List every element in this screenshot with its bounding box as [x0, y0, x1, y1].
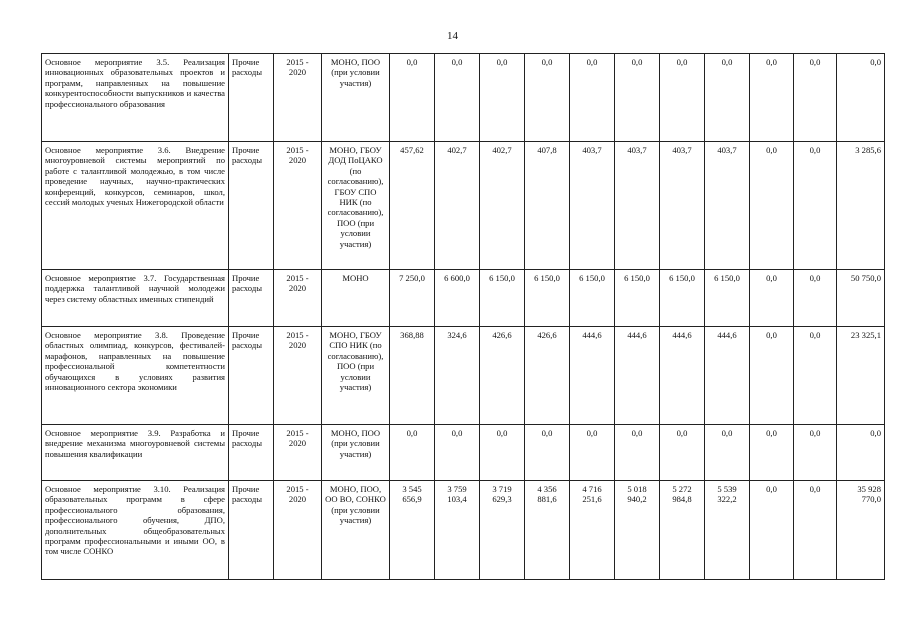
value-cell: 403,7	[705, 142, 750, 270]
value-cell: 403,7	[615, 142, 660, 270]
total-cell: 50 750,0	[837, 270, 885, 327]
value-cell: 0,0	[390, 425, 435, 481]
value-cell: 407,8	[525, 142, 570, 270]
executor-cell: МОНО, ПОО (при условии участия)	[322, 54, 390, 142]
executor-cell: МОНО, ПОО, ОО ВО, СОНКО (при условии участия)	[322, 481, 390, 580]
period-cell: 2015 - 2020	[274, 327, 322, 425]
value-cell: 0,0	[750, 327, 794, 425]
value-cell: 0,0	[794, 425, 837, 481]
executor-cell: МОНО	[322, 270, 390, 327]
value-cell: 444,6	[615, 327, 660, 425]
value-cell: 0,0	[480, 54, 525, 142]
value-cell: 5 539 322,2	[705, 481, 750, 580]
value-cell: 6 150,0	[480, 270, 525, 327]
value-cell: 426,6	[480, 327, 525, 425]
table-row	[42, 425, 885, 481]
value-cell: 0,0	[525, 425, 570, 481]
value-cell: 6 600,0	[435, 270, 480, 327]
value-cell: 0,0	[750, 481, 794, 580]
table-row	[42, 142, 885, 270]
expense-type-cell: Прочие расходы	[229, 270, 274, 327]
value-cell: 0,0	[794, 327, 837, 425]
expense-type-cell: Прочие расходы	[229, 142, 274, 270]
value-cell: 0,0	[794, 270, 837, 327]
table-row	[42, 54, 885, 142]
value-cell: 3 759 103,4	[435, 481, 480, 580]
period-cell: 2015 - 2020	[274, 54, 322, 142]
value-cell: 457,62	[390, 142, 435, 270]
value-cell: 4 716 251,6	[570, 481, 615, 580]
value-cell: 0,0	[615, 425, 660, 481]
total-cell: 3 285,6	[837, 142, 885, 270]
value-cell: 6 150,0	[525, 270, 570, 327]
period-cell: 2015 - 2020	[274, 481, 322, 580]
measure-name-cell: Основное мероприятие 3.10. Реализация образовательных программ в сфере профессионального образования, профессионального обучения, ДПО, дополнительных общеобразовательных программ профессиональными и иными ОО, в том числе СОНКО	[42, 481, 229, 580]
value-cell: 6 150,0	[615, 270, 660, 327]
value-cell: 368,88	[390, 327, 435, 425]
value-cell: 0,0	[705, 54, 750, 142]
value-cell: 0,0	[794, 54, 837, 142]
expense-type-cell: Прочие расходы	[229, 481, 274, 580]
value-cell: 6 150,0	[660, 270, 705, 327]
total-cell: 35 928 770,0	[837, 481, 885, 580]
executor-cell: МОНО, ГБОУ ДОД ПоЦАКО (по согласованию), ГБОУ СПО НИК (по согласованию), ПОО (при условии участия)	[322, 142, 390, 270]
value-cell: 0,0	[525, 54, 570, 142]
value-cell: 0,0	[435, 425, 480, 481]
period-cell: 2015 - 2020	[274, 142, 322, 270]
measure-name-cell: Основное мероприятие 3.7. Государственная поддержка талантливой научной молодежи через систему областных именных стипендий	[42, 270, 229, 327]
value-cell: 402,7	[480, 142, 525, 270]
measure-name-cell: Основное мероприятие 3.6. Внедрение многоуровневой системы мероприятий по работе с талантливой молодежью, в том числе проведение научных, научно-практических конференций, конкурсов, семинаров, школ, сессий молодых ученых Нижегородской области	[42, 142, 229, 270]
value-cell: 0,0	[660, 54, 705, 142]
value-cell: 0,0	[750, 54, 794, 142]
value-cell: 426,6	[525, 327, 570, 425]
table-row	[42, 270, 885, 327]
total-cell: 0,0	[837, 54, 885, 142]
value-cell: 5 272 984,8	[660, 481, 705, 580]
value-cell: 6 150,0	[570, 270, 615, 327]
value-cell: 0,0	[570, 54, 615, 142]
value-cell: 7 250,0	[390, 270, 435, 327]
value-cell: 0,0	[794, 481, 837, 580]
value-cell: 6 150,0	[705, 270, 750, 327]
value-cell: 444,6	[705, 327, 750, 425]
value-cell: 324,6	[435, 327, 480, 425]
table-row	[42, 327, 885, 425]
total-cell: 0,0	[837, 425, 885, 481]
period-cell: 2015 - 2020	[274, 425, 322, 481]
executor-cell: МОНО, ГБОУ СПО НИК (по согласованию), ПОО (при условии участия)	[322, 327, 390, 425]
value-cell: 0,0	[615, 54, 660, 142]
value-cell: 0,0	[750, 425, 794, 481]
value-cell: 0,0	[480, 425, 525, 481]
value-cell: 402,7	[435, 142, 480, 270]
value-cell: 4 356 881,6	[525, 481, 570, 580]
value-cell: 3 719 629,3	[480, 481, 525, 580]
value-cell: 0,0	[660, 425, 705, 481]
value-cell: 5 018 940,2	[615, 481, 660, 580]
value-cell: 403,7	[660, 142, 705, 270]
value-cell: 0,0	[390, 54, 435, 142]
value-cell: 0,0	[750, 270, 794, 327]
value-cell: 0,0	[435, 54, 480, 142]
measure-name-cell: Основное мероприятие 3.8. Проведение областных олимпиад, конкурсов, фестивалей-марафонов, направленных на повышение профессиональной компетентности обучающихся в условиях развития инновационного сектора экономики	[42, 327, 229, 425]
expense-type-cell: Прочие расходы	[229, 54, 274, 142]
value-cell: 3 545 656,9	[390, 481, 435, 580]
value-cell: 444,6	[660, 327, 705, 425]
total-cell: 23 325,1	[837, 327, 885, 425]
table-row	[42, 481, 885, 580]
executor-cell: МОНО, ПОО (при условии участия)	[322, 425, 390, 481]
value-cell: 0,0	[705, 425, 750, 481]
period-cell: 2015 - 2020	[274, 270, 322, 327]
expense-type-cell: Прочие расходы	[229, 425, 274, 481]
expense-type-cell: Прочие расходы	[229, 327, 274, 425]
measure-name-cell: Основное мероприятие 3.9. Разработка и внедрение механизма многоуровневой системы повышения квалификации	[42, 425, 229, 481]
measure-name-cell: Основное мероприятие 3.5. Реализация инновационных образовательных проектов и программ, направленных на повышение конкурентоспособности выпускников и качества профессионального образования	[42, 54, 229, 142]
value-cell: 0,0	[794, 142, 837, 270]
program-budget-table	[41, 53, 885, 580]
value-cell: 0,0	[570, 425, 615, 481]
value-cell: 0,0	[750, 142, 794, 270]
page-number: 14	[447, 30, 458, 42]
value-cell: 403,7	[570, 142, 615, 270]
value-cell: 444,6	[570, 327, 615, 425]
